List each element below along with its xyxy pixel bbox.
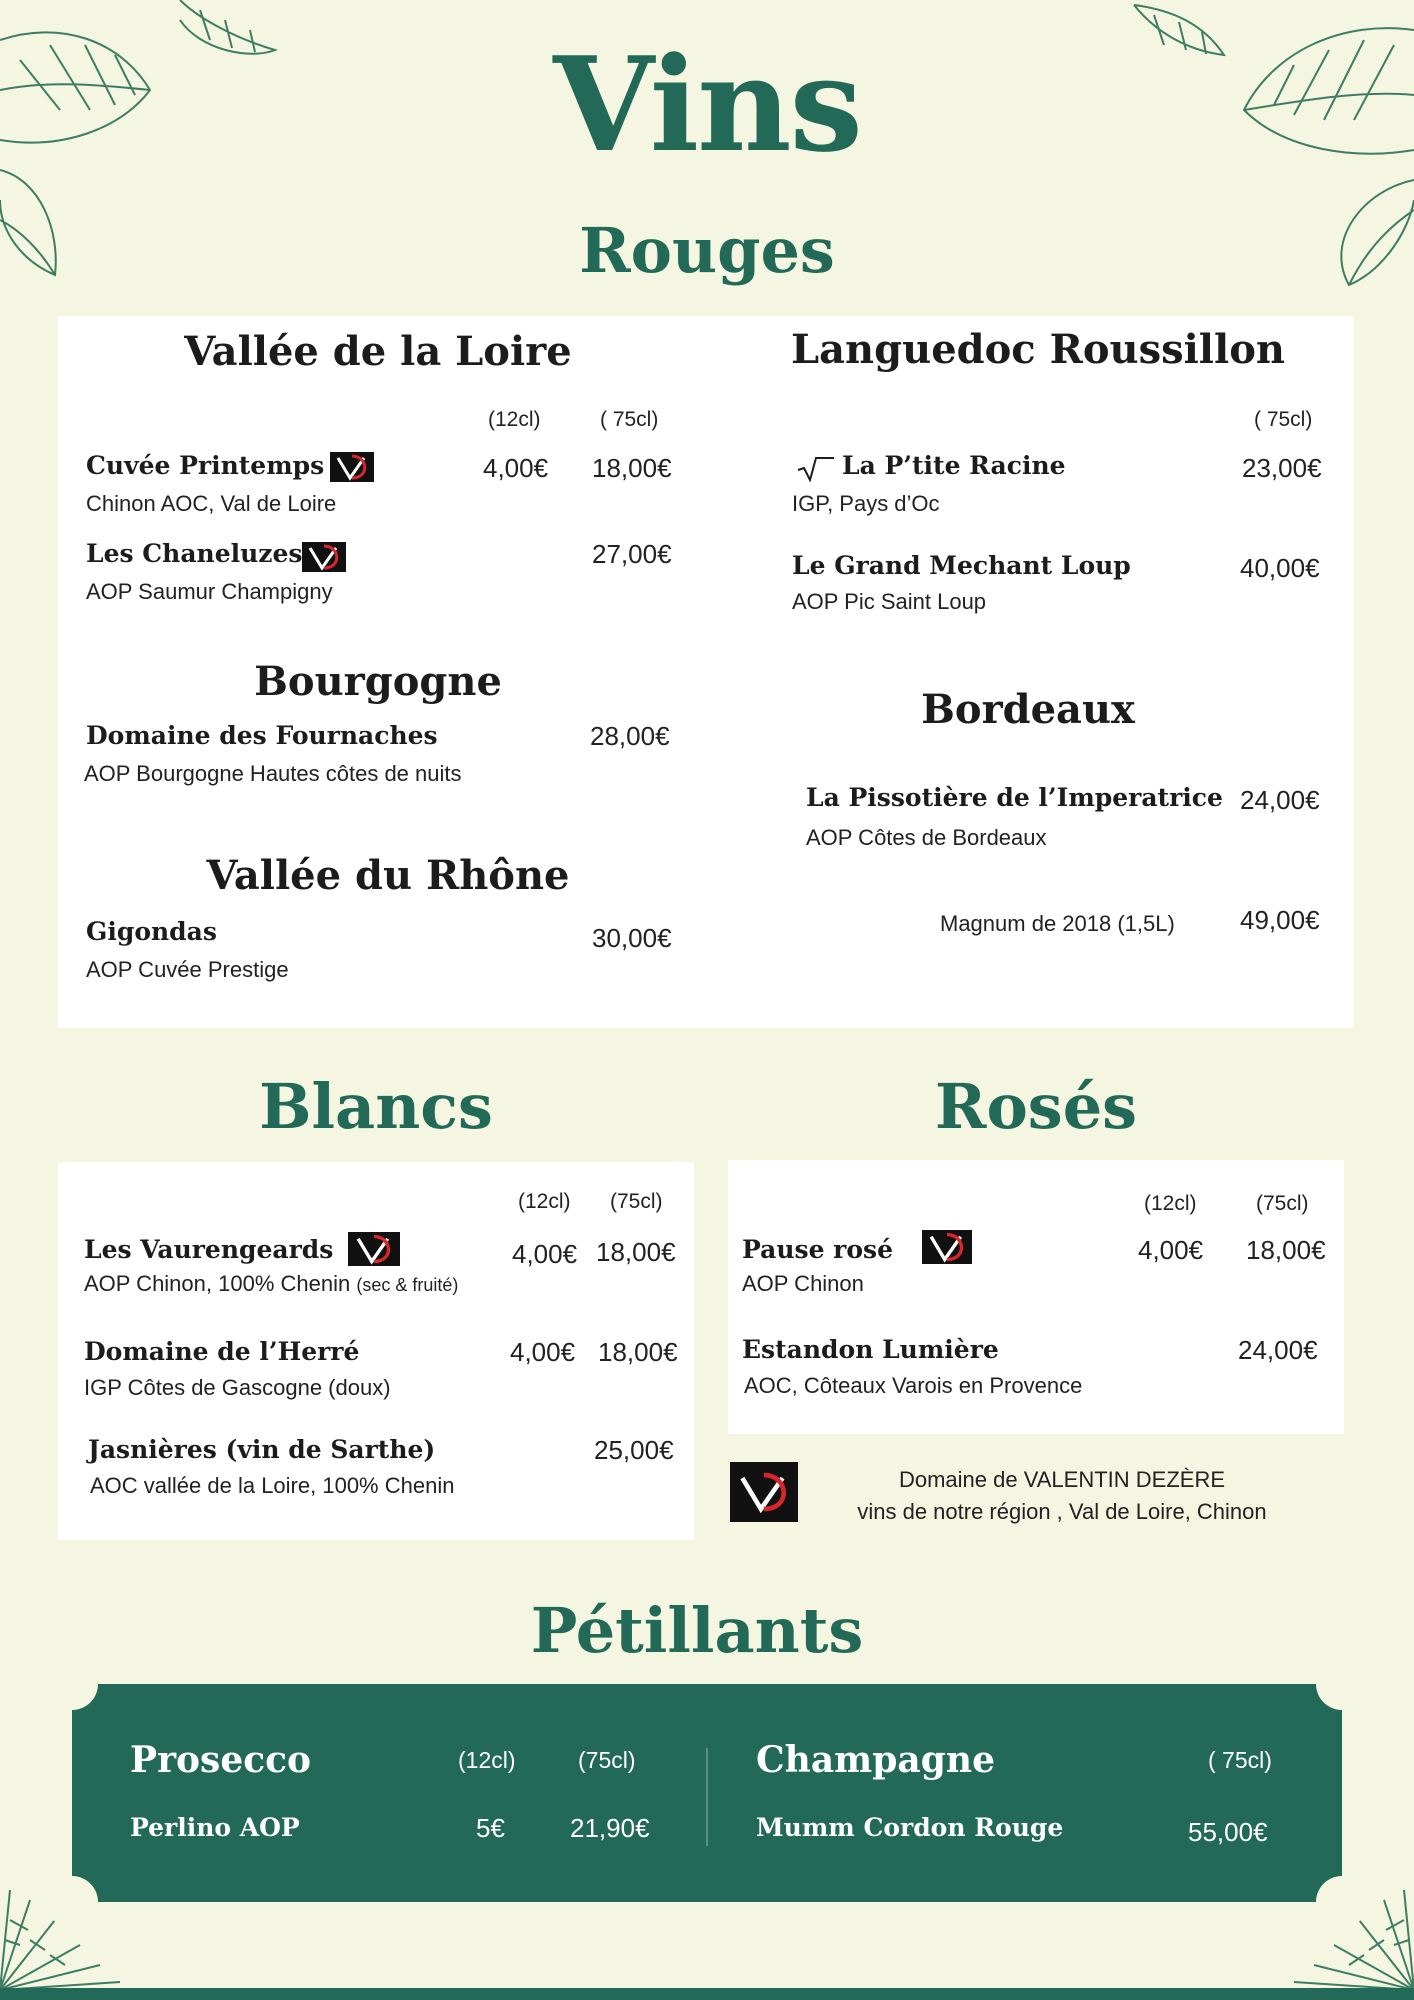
- wine-name: Gigondas: [86, 917, 217, 946]
- legend-line-2: vins de notre région , Val de Loire, Chinon: [857, 1499, 1267, 1524]
- wine-description: IGP, Pays d’Oc: [792, 491, 940, 516]
- corner-notch: [1316, 1876, 1368, 1928]
- price-12cl: 4,00€: [483, 453, 549, 483]
- vd-logo-icon: [330, 452, 374, 482]
- corner-notch: [1316, 1658, 1368, 1710]
- price-75cl: 30,00€: [592, 923, 672, 953]
- section-heading-roses: Rosés: [934, 1070, 1138, 1143]
- wine-name: Domaine des Fournaches: [86, 721, 438, 750]
- wine-description: AOP Pic Saint Loup: [792, 589, 987, 614]
- price-75cl: 18,00€: [596, 1237, 676, 1267]
- legend-line-1: Domaine de VALENTIN DEZÈRE: [898, 1467, 1226, 1492]
- price-12cl: 4,00€: [510, 1337, 576, 1367]
- price-75cl: 23,00€: [1242, 453, 1322, 483]
- price-12cl: 4,00€: [1138, 1235, 1204, 1265]
- wine-name: Estandon Lumière: [742, 1335, 999, 1364]
- region-heading-rhone: Vallée du Rhône: [206, 852, 570, 899]
- price-75cl: 18,00€: [1246, 1235, 1326, 1265]
- checkmark-icon: [796, 456, 834, 482]
- price-75cl: 21,90€: [570, 1813, 650, 1843]
- wine-description: AOP Cuvée Prestige: [86, 957, 289, 982]
- corner-notch: [46, 1876, 98, 1928]
- wine-description: AOC, Côteaux Varois en Provence: [744, 1373, 1083, 1398]
- wine-name: Domaine de l’Herré: [84, 1337, 360, 1366]
- wine-description: [84, 1270, 458, 1299]
- price-75cl: 18,00€: [598, 1337, 678, 1367]
- wine-description-main: AOP Chinon, 100% Chenin: [84, 1271, 351, 1296]
- region-heading-loire: Vallée de la Loire: [184, 328, 572, 375]
- region-heading-bourgogne: Bourgogne: [254, 658, 502, 705]
- wine-description: AOP Saumur Champigny: [86, 579, 333, 604]
- price-12cl: 5€: [476, 1813, 505, 1843]
- wine-name: Cuvée Printemps: [86, 451, 325, 480]
- section-heading-petillants: Pétillants: [530, 1594, 864, 1667]
- column-header-75cl: (75cl): [610, 1190, 663, 1213]
- price-75cl: 24,00€: [1240, 785, 1320, 815]
- wine-name: Les Chaneluzes: [86, 539, 303, 568]
- column-header-12cl: (12cl): [518, 1190, 571, 1213]
- price-75cl: 40,00€: [1240, 553, 1320, 583]
- champagne-heading: Champagne: [756, 1739, 995, 1781]
- wine-name: Les Vaurengeards: [84, 1235, 334, 1264]
- wine-name: Jasnières (vin de Sarthe): [88, 1435, 436, 1464]
- wine-name: Mumm Cordon Rouge: [756, 1813, 1064, 1842]
- column-header-75cl: (75cl): [1256, 1192, 1309, 1215]
- prosecco-heading: Prosecco: [130, 1739, 312, 1781]
- region-heading-bordeaux: Bordeaux: [921, 686, 1135, 733]
- price-75cl: 27,00€: [592, 539, 672, 569]
- page-title: Vins: [553, 28, 861, 181]
- wine-name: Pause rosé: [742, 1235, 894, 1264]
- column-header-75cl: ( 75cl): [1254, 408, 1313, 431]
- vd-logo-icon: [302, 542, 346, 572]
- wine-name: Perlino AOP: [130, 1813, 300, 1842]
- section-heading-blancs: Blancs: [259, 1070, 493, 1143]
- wine-name: La P’tite Racine: [842, 451, 1066, 480]
- column-header-12cl: (12cl): [458, 1747, 516, 1773]
- column-header-75cl: (75cl): [578, 1747, 636, 1773]
- wine-description: AOC vallée de la Loire, 100% Chenin: [90, 1473, 455, 1498]
- roses-panel: [728, 1160, 1344, 1434]
- wine-description: AOP Bourgogne Hautes côtes de nuits: [84, 761, 462, 786]
- wine-name: Le Grand Mechant Loup: [792, 551, 1131, 580]
- wine-description: IGP Côtes de Gascogne (doux): [84, 1375, 391, 1400]
- wine-name: La Pissotière de l’Imperatrice: [806, 783, 1223, 812]
- wine-description: Chinon AOC, Val de Loire: [86, 491, 337, 516]
- corner-notch: [46, 1658, 98, 1710]
- vd-logo-icon: [730, 1462, 798, 1522]
- column-header-75cl: ( 75cl): [600, 408, 659, 431]
- rouges-panel: [58, 316, 1354, 1028]
- price-12cl: 4,00€: [512, 1239, 578, 1269]
- section-heading-rouges: Rouges: [579, 214, 835, 287]
- price-75cl: 18,00€: [592, 453, 672, 483]
- column-header-75cl: ( 75cl): [1208, 1747, 1272, 1773]
- column-header-12cl: (12cl): [1144, 1192, 1197, 1215]
- blancs-panel: [58, 1162, 694, 1540]
- price-75cl: 25,00€: [594, 1435, 674, 1465]
- petillants-panel: [72, 1684, 1342, 1902]
- wine-description-note: (sec & fruité): [356, 1275, 459, 1295]
- price-75cl: 55,00€: [1188, 1817, 1268, 1847]
- price-75cl: 24,00€: [1238, 1335, 1318, 1365]
- magnum-price: 49,00€: [1240, 905, 1320, 935]
- price-75cl: 28,00€: [590, 721, 670, 751]
- vd-logo-icon: [348, 1232, 400, 1266]
- wine-description: AOP Côtes de Bordeaux: [806, 825, 1047, 850]
- wine-description: AOP Chinon: [742, 1271, 864, 1296]
- bottom-bar: [0, 1988, 1414, 2000]
- magnum-label: Magnum de 2018 (1,5L): [940, 911, 1175, 936]
- column-divider: [706, 1748, 708, 1846]
- vd-logo-icon: [922, 1230, 972, 1264]
- column-header-12cl: (12cl): [488, 408, 541, 431]
- region-heading-languedoc: Languedoc Roussillon: [791, 326, 1285, 373]
